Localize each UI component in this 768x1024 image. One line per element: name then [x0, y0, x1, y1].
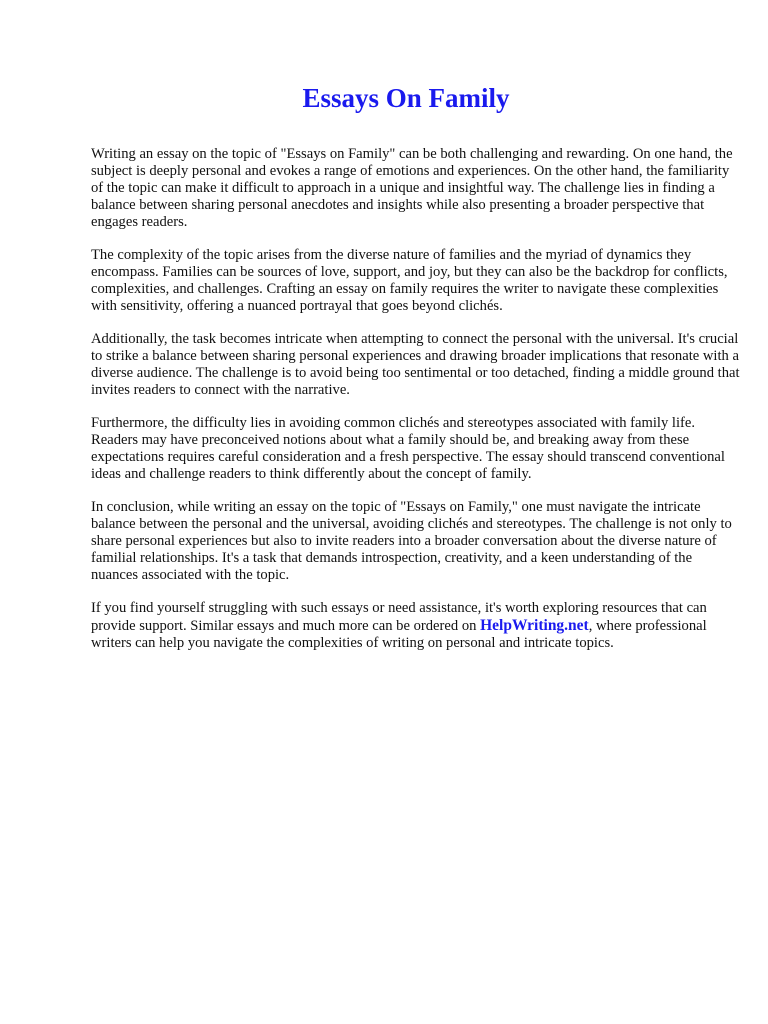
paragraph-4: Furthermore, the difficulty lies in avoiding common clichés and stereotypes associated with family life. Readers may have preconceived notions about what a family should be, and breaking away from these expectations requires careful consideration and a fresh perspective. The essay should transcend conventional ideas and challenge readers to think differently about the concept of family.: [91, 415, 725, 482]
document-body: [91, 146, 741, 668]
paragraph-1: Writing an essay on the topic of "Essays on Family" can be both challenging and rewarding. On one hand, the subject is deeply personal and evokes a range of emotions and experiences. On the other hand, the familiarity of the topic can make it difficult to approach in a unique and insightful way. The challenge lies in finding a balance between sharing personal anecdotes and insights while also presenting a broader perspective that engages readers.: [91, 146, 733, 230]
helpwriting-link[interactable]: HelpWriting.net: [480, 617, 589, 634]
paragraph-3: Additionally, the task becomes intricate when attempting to connect the personal with the universal. It's crucial to strike a balance between sharing personal experiences and drawing broader implications that resonate with a diverse audience. The challenge is to avoid being too sentimental or too detached, finding a middle ground that invites readers to connect with the narrative.: [91, 331, 740, 398]
closing-text-after-link: , where professional writers can help you navigate the complexities of writing on personal and intricate topics.: [91, 618, 707, 651]
closing-paragraph: [91, 600, 741, 652]
closing-text-before-link: If you find yourself struggling with such essays or need assistance, it's worth exploring resources that can provide support. Similar essays and much more can be ordered on: [91, 600, 707, 634]
paragraph-2: The complexity of the topic arises from the diverse nature of families and the myriad of dynamics they encompass. Families can be sources of love, support, and joy, but they can also be the backdrop for conflicts, complexities, and challenges. Crafting an essay on family requires the writer to navigate these complexities with sensitivity, offering a nuanced portrayal that goes beyond clichés.: [91, 247, 728, 314]
page-title: Essays On Family: [302, 83, 510, 113]
paragraph-5: In conclusion, while writing an essay on the topic of "Essays on Family," one must navigate the intricate balance between the personal and the universal, avoiding clichés and stereotypes. The challenge is not only to share personal experiences but also to invite readers into a broader conversation about the diverse nature of familial relationships. It's a task that demands introspection, creativity, and a keen understanding of the nuances associated with the topic.: [91, 499, 732, 583]
